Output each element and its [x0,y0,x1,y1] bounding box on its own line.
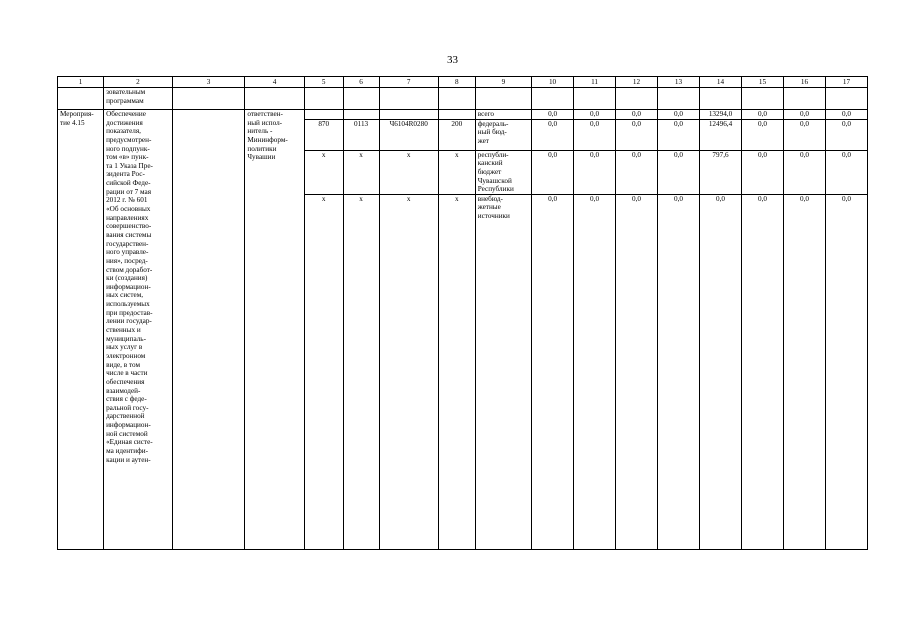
cell: x [379,194,438,549]
value-cell: 0,0 [741,194,783,549]
value-cell: 0,0 [574,119,616,150]
value-cell: 0,0 [532,119,574,150]
header-cell: 6 [343,77,379,88]
cell: 200 [438,119,475,150]
value-cell: 0,0 [616,150,658,194]
value-cell: 0,0 [616,119,658,150]
value-cell: 0,0 [532,110,574,120]
header-cell: 1 [58,77,104,88]
value-cell: 0,0 [532,150,574,194]
cell [58,88,104,110]
header-row [58,77,868,88]
header-cell: 2 [104,77,173,88]
header-cell: 16 [783,77,825,88]
value-cell: 0,0 [658,194,700,549]
cell: x [343,150,379,194]
cell [658,88,700,110]
table-row [58,110,868,120]
header-cell: 14 [700,77,742,88]
funding-source: республи- канский бюджет Чувашской Республики [475,150,531,194]
cell [304,110,343,120]
header-cell: 3 [172,77,245,88]
cell: 0113 [343,119,379,150]
header-cell: 10 [532,77,574,88]
funding-source: всего [475,110,531,120]
value-cell: 0,0 [741,119,783,150]
header-cell: 12 [616,77,658,88]
value-cell: 0,0 [825,194,867,549]
value-cell: 0,0 [658,119,700,150]
value-cell: 0,0 [658,150,700,194]
cell [741,88,783,110]
cell [172,88,245,110]
funding-source: внебюд- жетные источники [475,194,531,549]
funding-source: федераль- ный бюд- жет [475,119,531,150]
cell: x [438,194,475,549]
value-cell: 0,0 [616,194,658,549]
value-cell: 0,0 [741,110,783,120]
cell [343,88,379,110]
cell [379,88,438,110]
value-cell: 0,0 [825,110,867,120]
cell: x [304,150,343,194]
cell [379,110,438,120]
cell [700,88,742,110]
header-cell: 8 [438,77,475,88]
value-cell: 13294,0 [700,110,742,120]
value-cell: 0,0 [616,110,658,120]
value-cell: 0,0 [574,150,616,194]
value-cell: 0,0 [741,150,783,194]
cell [245,88,304,110]
cell [825,88,867,110]
value-cell: 0,0 [783,194,825,549]
cell: Ч6104R0280 [379,119,438,150]
cell: x [304,194,343,549]
value-cell: 797,6 [700,150,742,194]
value-cell: 0,0 [574,110,616,120]
value-cell: 0,0 [783,119,825,150]
header-cell: 15 [741,77,783,88]
cell [783,88,825,110]
responsible-executor: ответствен- ный испол- нитель - Мининформ- политики Чувашии [245,110,304,550]
cell [616,88,658,110]
cell: x [379,150,438,194]
activity-code: Мероприя- тие 4.15 [58,110,104,550]
value-cell: 12496,4 [700,119,742,150]
activity-description: Обеспечение достижения показателя, предусмотрен- ного подпунк- том «в» пунк- та 1 Указа Пре- зидента Рос- сийской Феде- рации от 7 мая 2012 г. № 601 «Об основных направлениях совершенство- вания системы государствен- ного управле- ния», посред- ством доработ- ки (создания) информацион- ных систем, используемых при предостав- лении государ- ственных и муниципаль- ных услуг в электронном виде, в том числе в части обеспечения взаимодей- ствия с феде- ральной госу- дарственной информацион- ной системой «Единая систе- ма идентифи- кации и аутен- [104,110,173,550]
cell [438,110,475,120]
cell [475,88,531,110]
value-cell: 0,0 [574,194,616,549]
value-cell: 0,0 [783,150,825,194]
header-cell: 11 [574,77,616,88]
value-cell: 0,0 [532,194,574,549]
cell [172,110,245,550]
budget-table [57,76,868,550]
header-cell: 13 [658,77,700,88]
header-cell: 4 [245,77,304,88]
cell [438,88,475,110]
cell [304,88,343,110]
value-cell: 0,0 [825,150,867,194]
cell: зовательным программам [104,88,173,110]
header-cell: 7 [379,77,438,88]
page-number: 33 [447,54,458,66]
cell [343,110,379,120]
cell [574,88,616,110]
header-cell: 9 [475,77,531,88]
value-cell: 0,0 [700,194,742,549]
value-cell: 0,0 [825,119,867,150]
cell: x [438,150,475,194]
previous-activity-row [58,88,868,110]
cell: x [343,194,379,549]
value-cell: 0,0 [658,110,700,120]
header-cell: 17 [825,77,867,88]
value-cell: 0,0 [783,110,825,120]
cell: 870 [304,119,343,150]
cell [532,88,574,110]
header-cell: 5 [304,77,343,88]
